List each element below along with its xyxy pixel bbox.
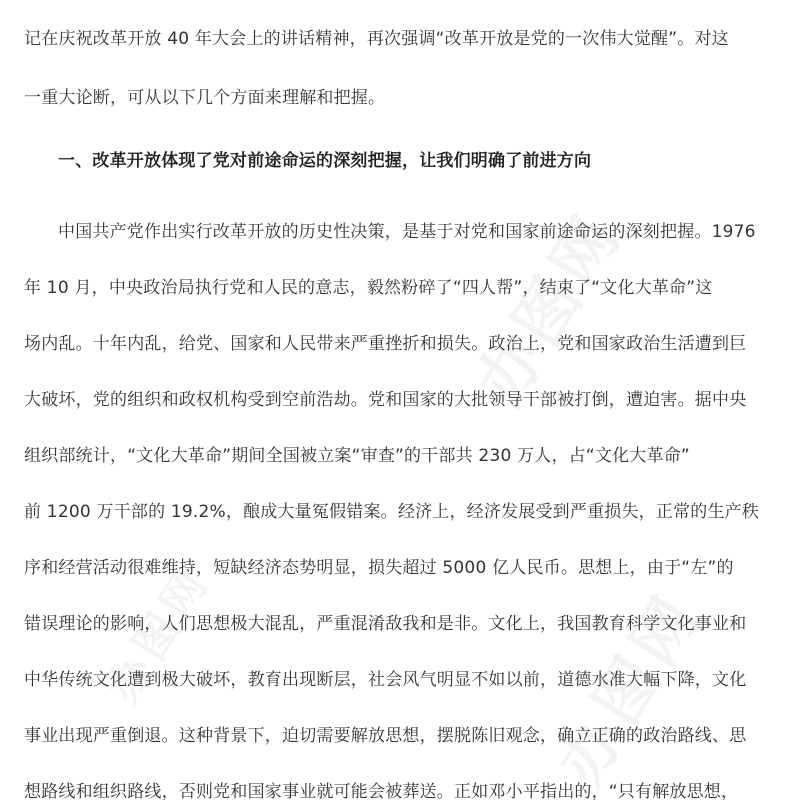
- paragraph-line: 中华传统文化遭到极大破坏，教育出现断层，社会风气明显不如以前，道德水准大幅下降，文化: [24, 670, 747, 690]
- paragraph-line: 记在庆祝改革开放 40 年大会上的讲话精神，再次强调“改革开放是党的一次伟大觉醒”。对这: [24, 29, 729, 49]
- paragraph-line: 年 10 月，中央政治局执行党和人民的意志，毅然粉碎了“四人帮”，结束了“文化大革命”这: [24, 278, 713, 298]
- watermark: 办图网: [543, 580, 718, 798]
- paragraph-line: 想路线和组织路线，否则党和国家事业就可能会被葬送。正如邓小平指出的，“只有解放思想，: [24, 782, 739, 800]
- paragraph-line: 中国共产党作出实行改革开放的历史性决策，是基于对党和国家前途命运的深刻把握。1976: [58, 222, 756, 242]
- paragraph-line: 一重大论断，可从以下几个方面来理解和把握。: [24, 88, 386, 108]
- paragraph-line: 前 1200 万干部的 19.2%，酿成大量冤假错案。经济上，经济发展受到严重损失，正常的生产秩: [24, 502, 760, 522]
- section-heading: 一、改革开放体现了党对前途命运的深刻把握，让我们明确了前进方向: [58, 151, 592, 171]
- paragraph-line: 组织部统计，“文化大革命”期间全国被立案“审查”的干部共 230 万人，占“文化大革命”: [24, 446, 690, 466]
- paragraph-line: 大破坏，党的组织和政权机构受到空前浩劫。党和国家的大批领导干部被打倒，遭迫害。据中央: [24, 390, 747, 410]
- paragraph-line: 场内乱。十年内乱，给党、国家和人民带来严重挫折和损失。政治上，党和国家政治生活遭到巨: [24, 334, 747, 354]
- paragraph-line: 错误理论的影响，人们思想极大混乱，严重混淆敌我和是非。文化上，我国教育科学文化事业和: [24, 614, 747, 634]
- watermark: 办图网: [463, 200, 638, 418]
- paragraph-line: 序和经营活动很难维持，短缺经济态势明显，损失超过 5000 亿人民币。思想上，由于“左”的: [24, 558, 734, 578]
- watermark: 办图网: [97, 557, 221, 712]
- paragraph-line: 事业出现严重倒退。这种背景下，迫切需要解放思想，摆脱陈旧观念，确立正确的政治路线、思: [24, 726, 747, 746]
